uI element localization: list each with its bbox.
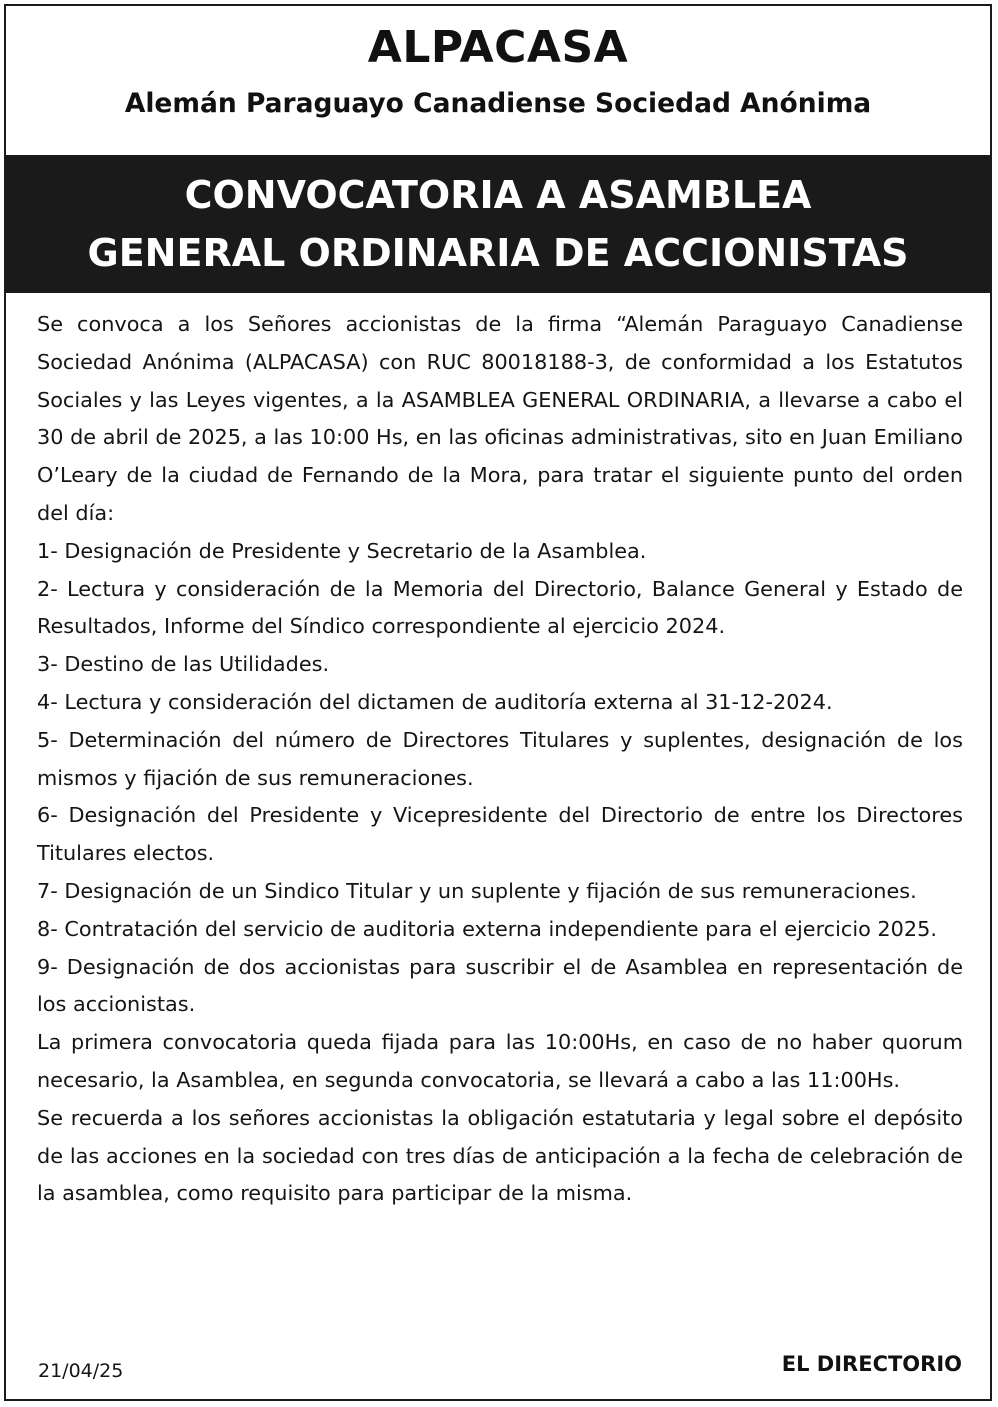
agenda-item-4: 4- Lectura y consideración del dictamen de auditoría externa al 31-12-2024. xyxy=(37,689,833,714)
intro-paragraph: Se convoca a los Señores accionistas de la firma “Alemán Paraguayo Canadiense Sociedad Anónima (ALPACASA) con RUC 80018188-3, de conformidad a los Estatutos Sociales y las Leyes vigentes, a la ASAMBLEA GENERAL ORDINARIA, a llevarse a cabo el 30 de abril de 2025, a las 10:00 Hs, en las oficinas administrativas, sito en Juan Emiliano O’Leary de la ciudad de Fernando de la Mora, para tratar el siguiente punto del orden del día: xyxy=(37,312,963,525)
notice-title-line-1: CONVOCATORIA A ASAMBLEA xyxy=(184,173,812,217)
notice-title-line-2: GENERAL ORDINARIA DE ACCIONISTAS xyxy=(87,231,909,275)
quorum-paragraph: La primera convocatoria queda fijada para las 10:00Hs, en caso de no haber quorum necesario, la Asamblea, en segunda convocatoria, se llevará a cabo a las 11:00Hs. xyxy=(37,1030,963,1092)
agenda-item-3: 3- Destino de las Utilidades. xyxy=(37,652,330,677)
notice-header xyxy=(6,6,990,155)
title-band xyxy=(6,155,990,293)
agenda-item-6: 6- Designación del Presidente y Vicepresidente del Directorio de entre los Directores Titulares electos. xyxy=(37,803,963,866)
agenda-item-9: 9- Designación de dos accionistas para suscribir el de Asamblea en representación de los accionistas. xyxy=(37,954,963,1017)
agenda-item-1: 1- Designación de Presidente y Secretario de la Asamblea. xyxy=(37,538,647,563)
agenda-item-2: 2- Lectura y consideración de la Memoria del Directorio, Balance General y Estado de Resultados, Informe del Síndico correspondiente al ejercicio 2024. xyxy=(37,576,963,639)
reminder-paragraph: Se recuerda a los señores accionistas la obligación estatutaria y legal sobre el depósito de las acciones en la sociedad con tres días de anticipación a la fecha de celebración de la asamblea, como requisito para participar de la misma. xyxy=(37,1105,963,1206)
company-name: ALPACASA xyxy=(367,22,629,73)
notice-frame xyxy=(4,4,992,1401)
publication-date: 21/04/25 xyxy=(38,1360,124,1382)
agenda-item-8: 8- Contratación del servicio de auditoria externa independiente para el ejercicio 2025. xyxy=(37,916,937,941)
company-full-name: Alemán Paraguayo Canadiense Sociedad Anónima xyxy=(124,88,872,119)
signature: EL DIRECTORIO xyxy=(781,1352,962,1376)
agenda-item-7: 7- Designación de un Sindico Titular y un suplente y fijación de sus remuneraciones. xyxy=(37,878,917,903)
agenda-item-5: 5- Determinación del número de Directores Titulares y suplentes, designación de los mismos y fijación de sus remuneraciones. xyxy=(37,727,963,790)
notice-body xyxy=(37,306,963,1213)
